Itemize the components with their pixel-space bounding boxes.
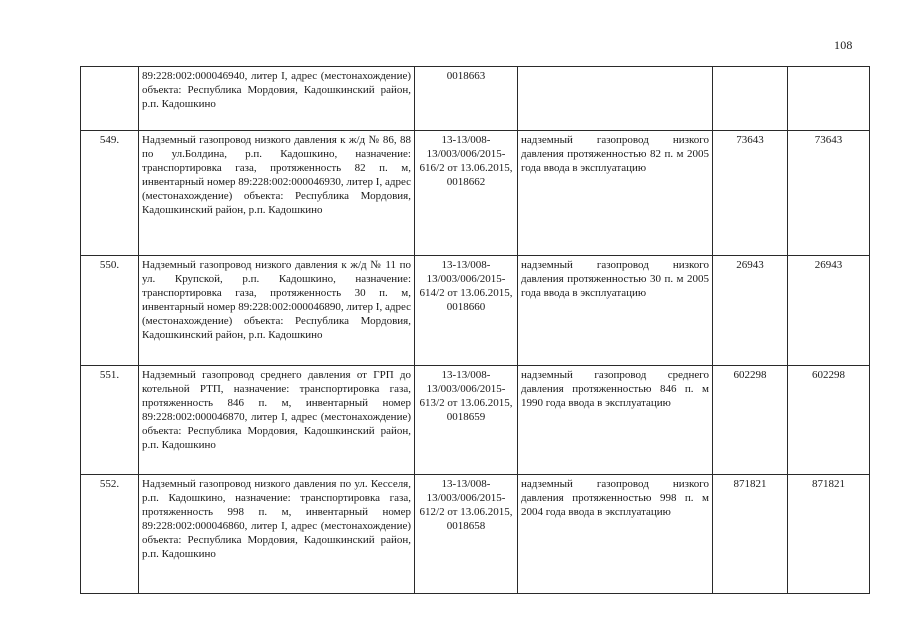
registration-cell: 13-13/008-13/003/006/2015-612/2 от 13.06.2015, 0018658	[415, 475, 518, 594]
characteristics-cell: надземный газопровод низкого давления протяженностью 82 п. м 2005 года ввода в эксплуатацию	[518, 131, 713, 256]
characteristics-cell: надземный газопровод среднего давления протяженностью 846 п. м 1990 года ввода в эксплуатацию	[518, 366, 713, 475]
object-description-cell: Надземный газопровод низкого давления к ж/д № 11 по ул. Крупской, р.п. Кадошкино, назначение: транспортировка газа, протяженность 30 п. м, инвентарный номер 89:228:002:000046890, литер I, адрес (местонахождение) объекта: Республика Мордовия, Кадошкинский район, р.п. Кадошкино	[139, 256, 415, 366]
value-cell-1: 73643	[713, 131, 788, 256]
value-cell-2: 73643	[788, 131, 870, 256]
table-row	[81, 67, 870, 131]
value-cell-2	[788, 67, 870, 131]
table-row	[81, 131, 870, 256]
registration-cell: 0018663	[415, 67, 518, 131]
object-description-cell: Надземный газопровод низкого давления к ж/д № 86, 88 по ул.Болдина, р.п. Кадошкино, назначение: транспортировка газа, протяженность 82 п. м, инвентарный номер 89:228:002:000046930, литер I, адрес (местонахождение) объекта: Республика Мордовия, Кадошкинский район, р.п. Кадошкино	[139, 131, 415, 256]
row-number-cell: 551.	[81, 366, 139, 475]
value-cell-2: 602298	[788, 366, 870, 475]
row-number-cell: 550.	[81, 256, 139, 366]
page-number: 108	[834, 38, 853, 52]
registration-cell: 13-13/008-13/003/006/2015-614/2 от 13.06.2015, 0018660	[415, 256, 518, 366]
object-description-cell: Надземный газопровод низкого давления по ул. Кесселя, р.п. Кадошкино, назначение: транспортировка газа, протяженность 998 п. м, инвентарный номер 89:228:002:000046860, литер I, адрес (местонахождение) объекта: Республика Мордовия, Кадошкинский район, р.п. Кадошкино	[139, 475, 415, 594]
table-row	[81, 256, 870, 366]
registration-cell: 13-13/008-13/003/006/2015-616/2 от 13.06.2015, 0018662	[415, 131, 518, 256]
value-cell-1	[713, 67, 788, 131]
registration-cell: 13-13/008-13/003/006/2015-613/2 от 13.06.2015, 0018659	[415, 366, 518, 475]
object-description-cell: 89:228:002:000046940, литер I, адрес (местонахождение) объекта: Республика Мордовия, Кадошкинский район, р.п. Кадошкино	[139, 67, 415, 131]
table-row	[81, 366, 870, 475]
value-cell-2: 26943	[788, 256, 870, 366]
registry-table	[80, 66, 870, 594]
characteristics-cell: надземный газопровод низкого давления протяженностью 30 п. м 2005 года ввода в эксплуатацию	[518, 256, 713, 366]
value-cell-2: 871821	[788, 475, 870, 594]
value-cell-1: 602298	[713, 366, 788, 475]
characteristics-cell	[518, 67, 713, 131]
value-cell-1: 871821	[713, 475, 788, 594]
table-row	[81, 475, 870, 594]
object-description-cell: Надземный газопровод среднего давления от ГРП до котельной РТП, назначение: транспортировка газа, протяженность 846 п. м, инвентарный номер 89:228:002:000046870, литер I, адрес (местонахождение) объекта: Республика Мордовия, Кадошкинский район, р.п. Кадошкино	[139, 366, 415, 475]
characteristics-cell: надземный газопровод низкого давления протяженностью 998 п. м 2004 года ввода в эксплуатацию	[518, 475, 713, 594]
row-number-cell	[81, 67, 139, 131]
row-number-cell: 549.	[81, 131, 139, 256]
row-number-cell: 552.	[81, 475, 139, 594]
value-cell-1: 26943	[713, 256, 788, 366]
